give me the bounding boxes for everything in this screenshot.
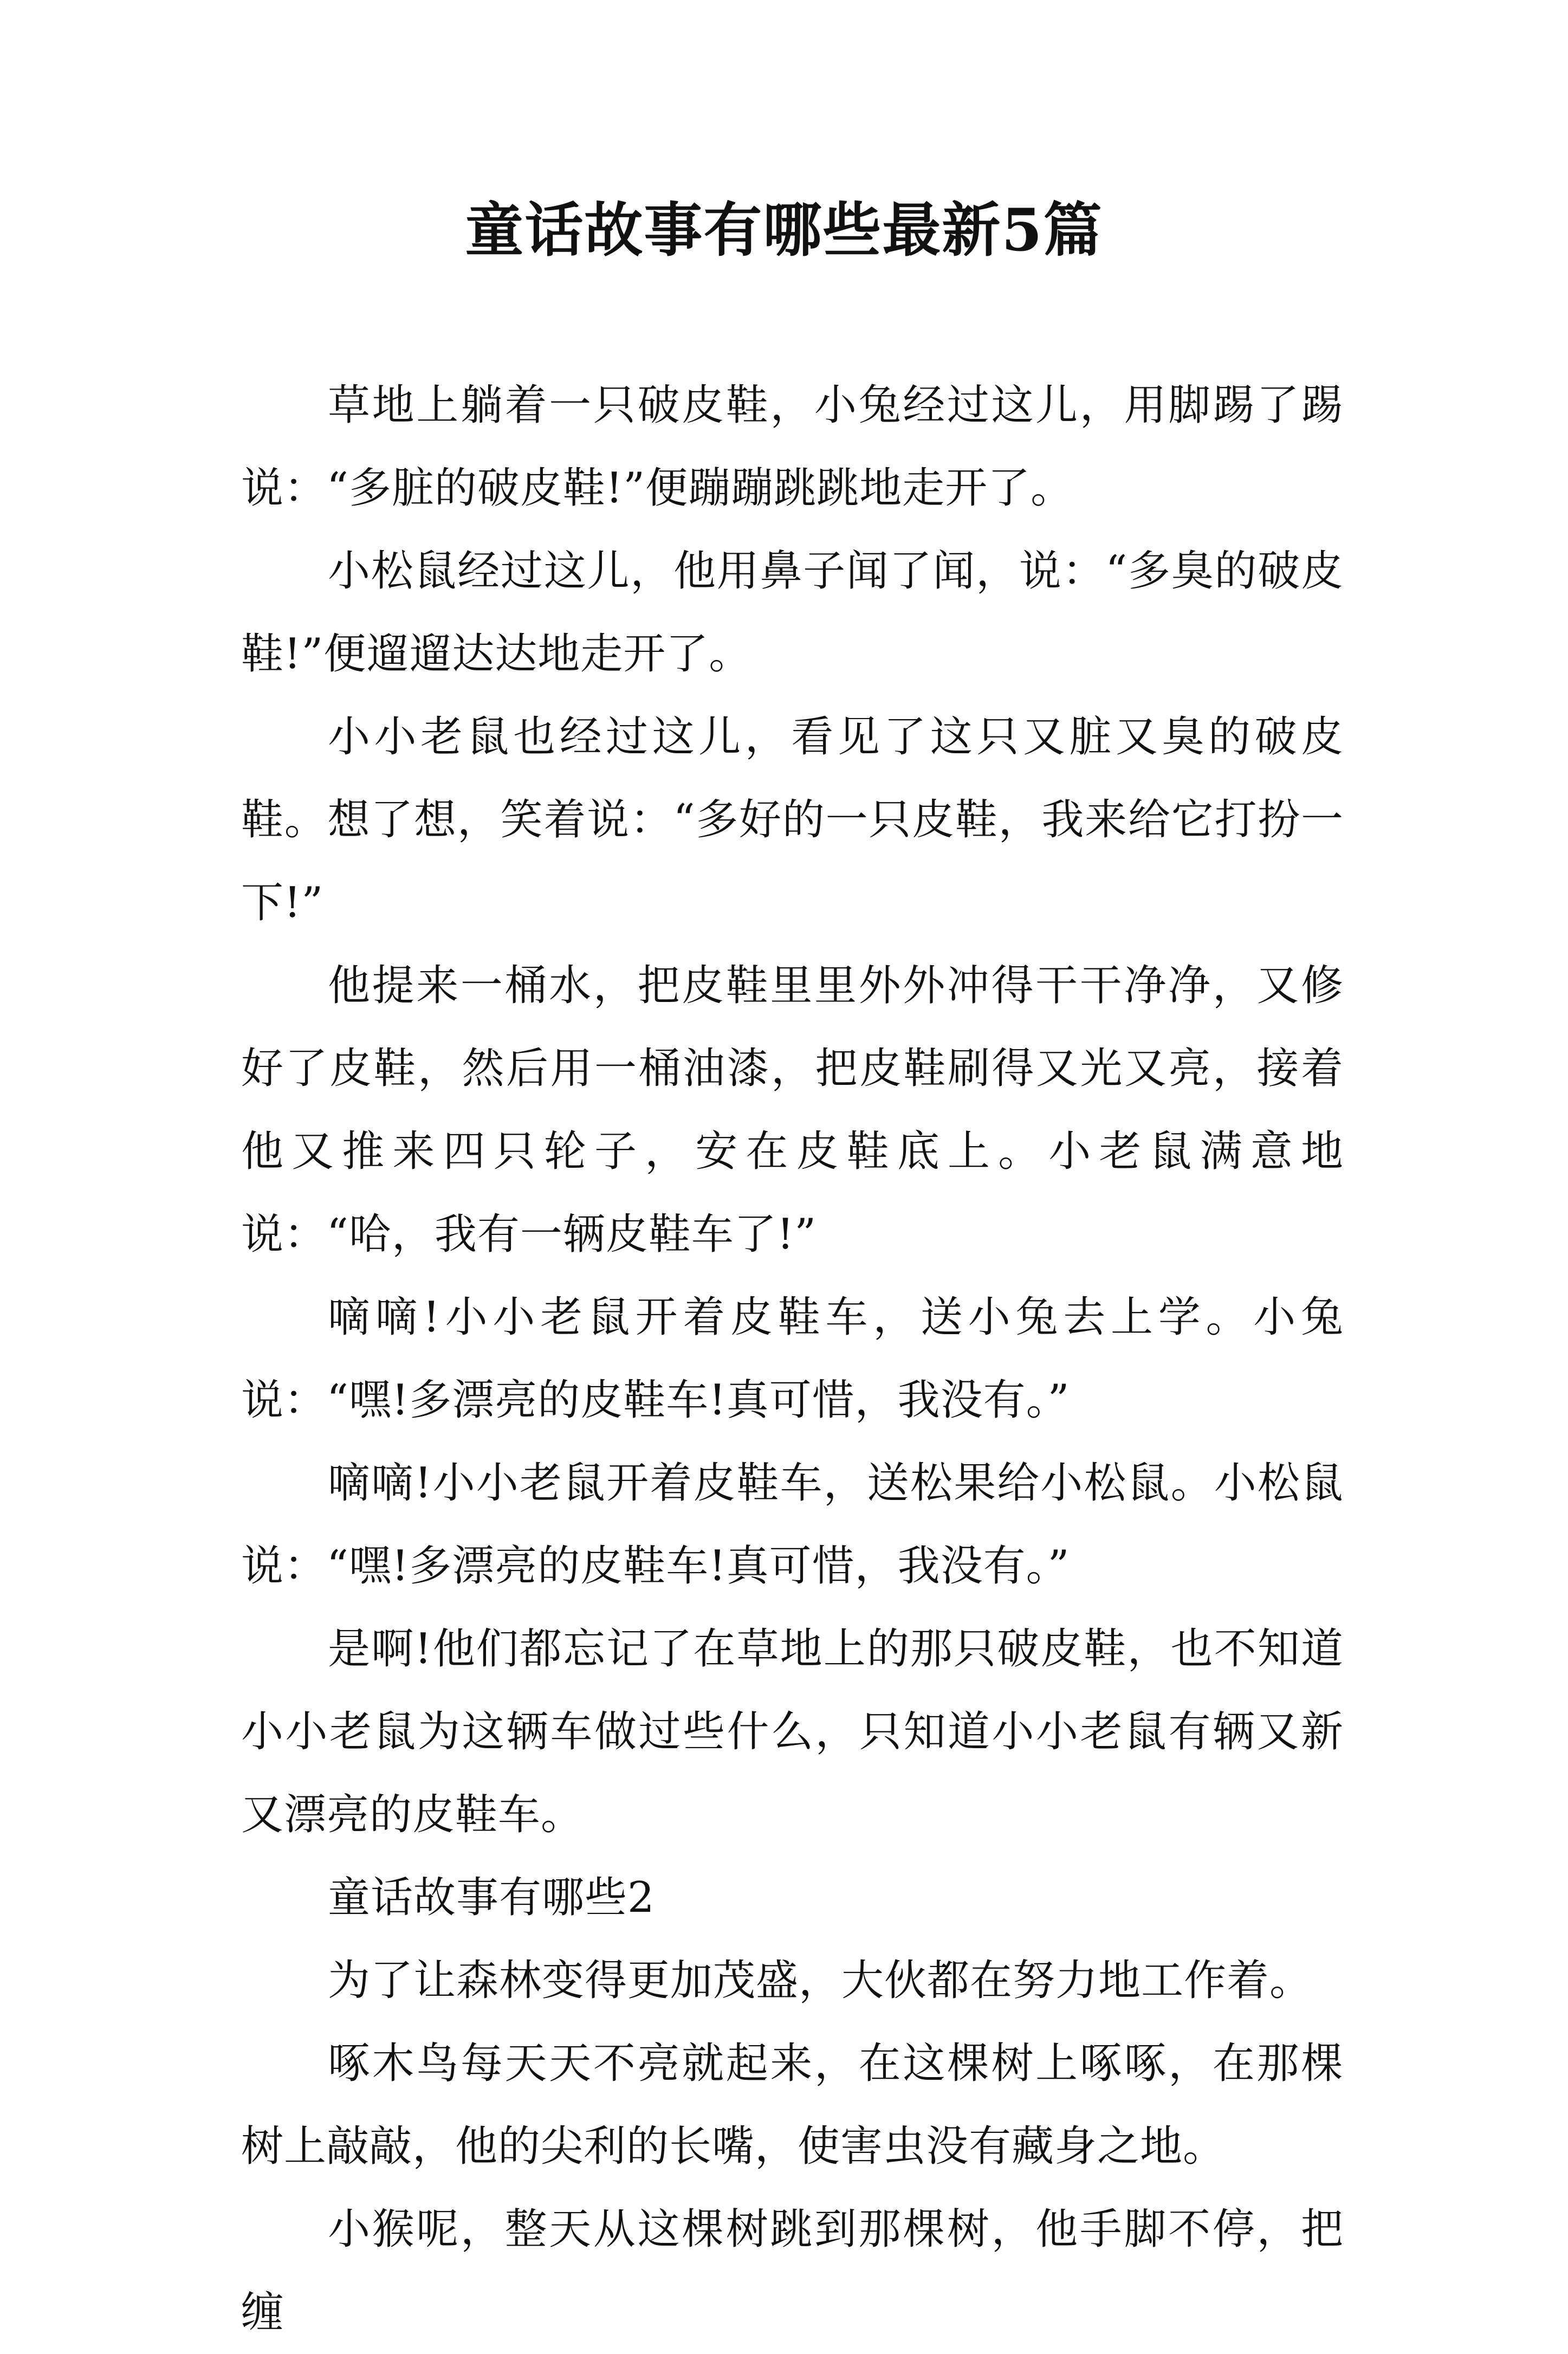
paragraph: 小松鼠经过这儿，他用鼻子闻了闻，说：“多臭的破皮鞋!”便遛遛达达地走开了。 — [241, 547, 1344, 678]
paragraph: 他提来一桶水，把皮鞋里里外外冲得干干净净，又修好了皮鞋，然后用一桶油漆，把皮鞋刷得又光又亮，接着他又推来四只轮子，安在皮鞋底上。小老鼠满意地说：“哈，我有一辆皮鞋车了!” — [241, 961, 1344, 1259]
paragraph: 是啊!他们都忘记了在草地上的那只破皮鞋，也不知道小小老鼠为这辆车做过些什么，只知道小小老鼠有辆又新又漂亮的皮鞋车。 — [241, 1625, 1344, 1839]
paragraph: 小小老鼠也经过这儿，看见了这只又脏又臭的破皮鞋。想了想，笑着说：“多好的一只皮鞋，我来给它打扮一下!” — [241, 713, 1344, 927]
paragraph: 小猴呢，整天从这棵树跳到那棵树，他手脚不停，把缠 — [241, 2205, 1344, 2337]
paragraph: 嘀嘀!小小老鼠开着皮鞋车，送松果给小松鼠。小松鼠说：“嘿!多漂亮的皮鞋车!真可惜，我没有。” — [241, 1459, 1344, 1590]
paragraph: 为了让森林变得更加茂盛，大伙都在努力地工作着。 — [328, 1956, 1313, 2005]
document-title: 童话故事有哪些最新5篇 — [465, 196, 1103, 264]
document-body — [241, 364, 1344, 2354]
paragraph: 啄木鸟每天天不亮就起来，在这棵树上啄啄，在那棵树上敲敲，他的尖利的长嘴，使害虫没有藏身之地。 — [241, 2039, 1344, 2171]
section-heading: 童话故事有哪些2 — [328, 1873, 655, 1922]
paragraph: 嘀嘀!小小老鼠开着皮鞋车，送小兔去上学。小兔说：“嘿!多漂亮的皮鞋车!真可惜，我没有。” — [241, 1293, 1344, 1425]
paragraph: 草地上躺着一只破皮鞋，小兔经过这儿，用脚踢了踢说：“多脏的破皮鞋!”便蹦蹦跳跳地走开了。 — [241, 381, 1344, 513]
